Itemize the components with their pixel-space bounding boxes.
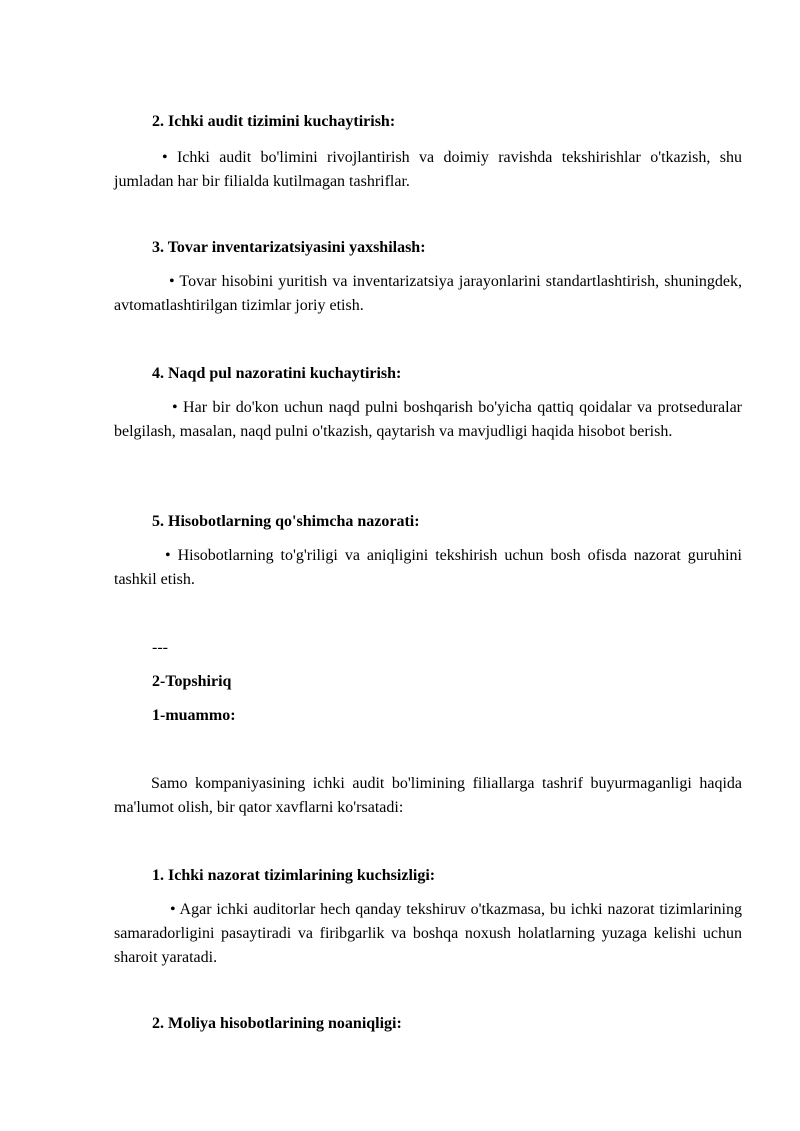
risk-heading-financial-reports: 2. Moliya hisobotlarining noaniqligi: (152, 1015, 402, 1032)
section-body-reports-control-text: • Hisobotlarning to'g'riligi va aniqligini tekshirish uchun bosh ofisda nazorat guruhini tashkil etish. (114, 547, 742, 588)
section-body-cash-control-text: • Har bir do'kon uchun naqd pulni boshqarish bo'yicha qattiq qoidalar va protseduralar belgilash, masalan, naqd pulni o'tkazish, qaytarish va mavjudligi haqida hisobot berish. (114, 399, 742, 440)
section-body-cash-control (114, 396, 742, 444)
risk-body-weak-controls-text: • Agar ichki auditorlar hech qanday tekshiruv o'tkazmasa, bu ichki nazorat tizimlarining samaradorligini pasaytiradi va firibgarlik va boshqa noxush holatlarning yuzaga kelishi uchun sharoit yaratadi. (114, 901, 742, 966)
risk-heading-weak-controls: 1. Ichki nazorat tizimlarining kuchsizligi: (152, 867, 436, 884)
section-body-inventory-text: • Tovar hisobini yuritish va inventarizatsiya jarayonlarini standartlashtirish, shuningdek, avtomatlashtirilgan tizimlar joriy etish. (114, 273, 742, 314)
section-body-internal-audit (114, 146, 742, 194)
section-heading-inventory: 3. Tovar inventarizatsiyasini yaxshilash: (152, 239, 426, 256)
section-heading-internal-audit: 2. Ichki audit tizimini kuchaytirish: (152, 113, 396, 130)
separator: --- (152, 639, 168, 656)
problem-title: 1-muammo: (152, 707, 236, 724)
intro-paragraph-text: Samo kompaniyasining ichki audit bo'limining filiallarga tashrif buyurmaganligi haqida ma'lumot olish, bir qator xavflarni ko'rsatadi: (114, 775, 742, 816)
section-body-internal-audit-text: • Ichki audit bo'limini rivojlantirish va doimiy ravishda tekshirishlar o'tkazish, shu jumladan har bir filialda kutilmagan tashriflar. (114, 149, 742, 190)
task-title: 2-Topshiriq (152, 673, 232, 690)
section-body-reports-control (114, 544, 742, 592)
section-body-inventory (114, 270, 742, 318)
risk-body-weak-controls (114, 898, 742, 970)
intro-paragraph (114, 772, 742, 820)
section-heading-reports-control: 5. Hisobotlarning qo'shimcha nazorati: (152, 513, 420, 530)
section-heading-cash-control: 4. Naqd pul nazoratini kuchaytirish: (152, 365, 402, 382)
